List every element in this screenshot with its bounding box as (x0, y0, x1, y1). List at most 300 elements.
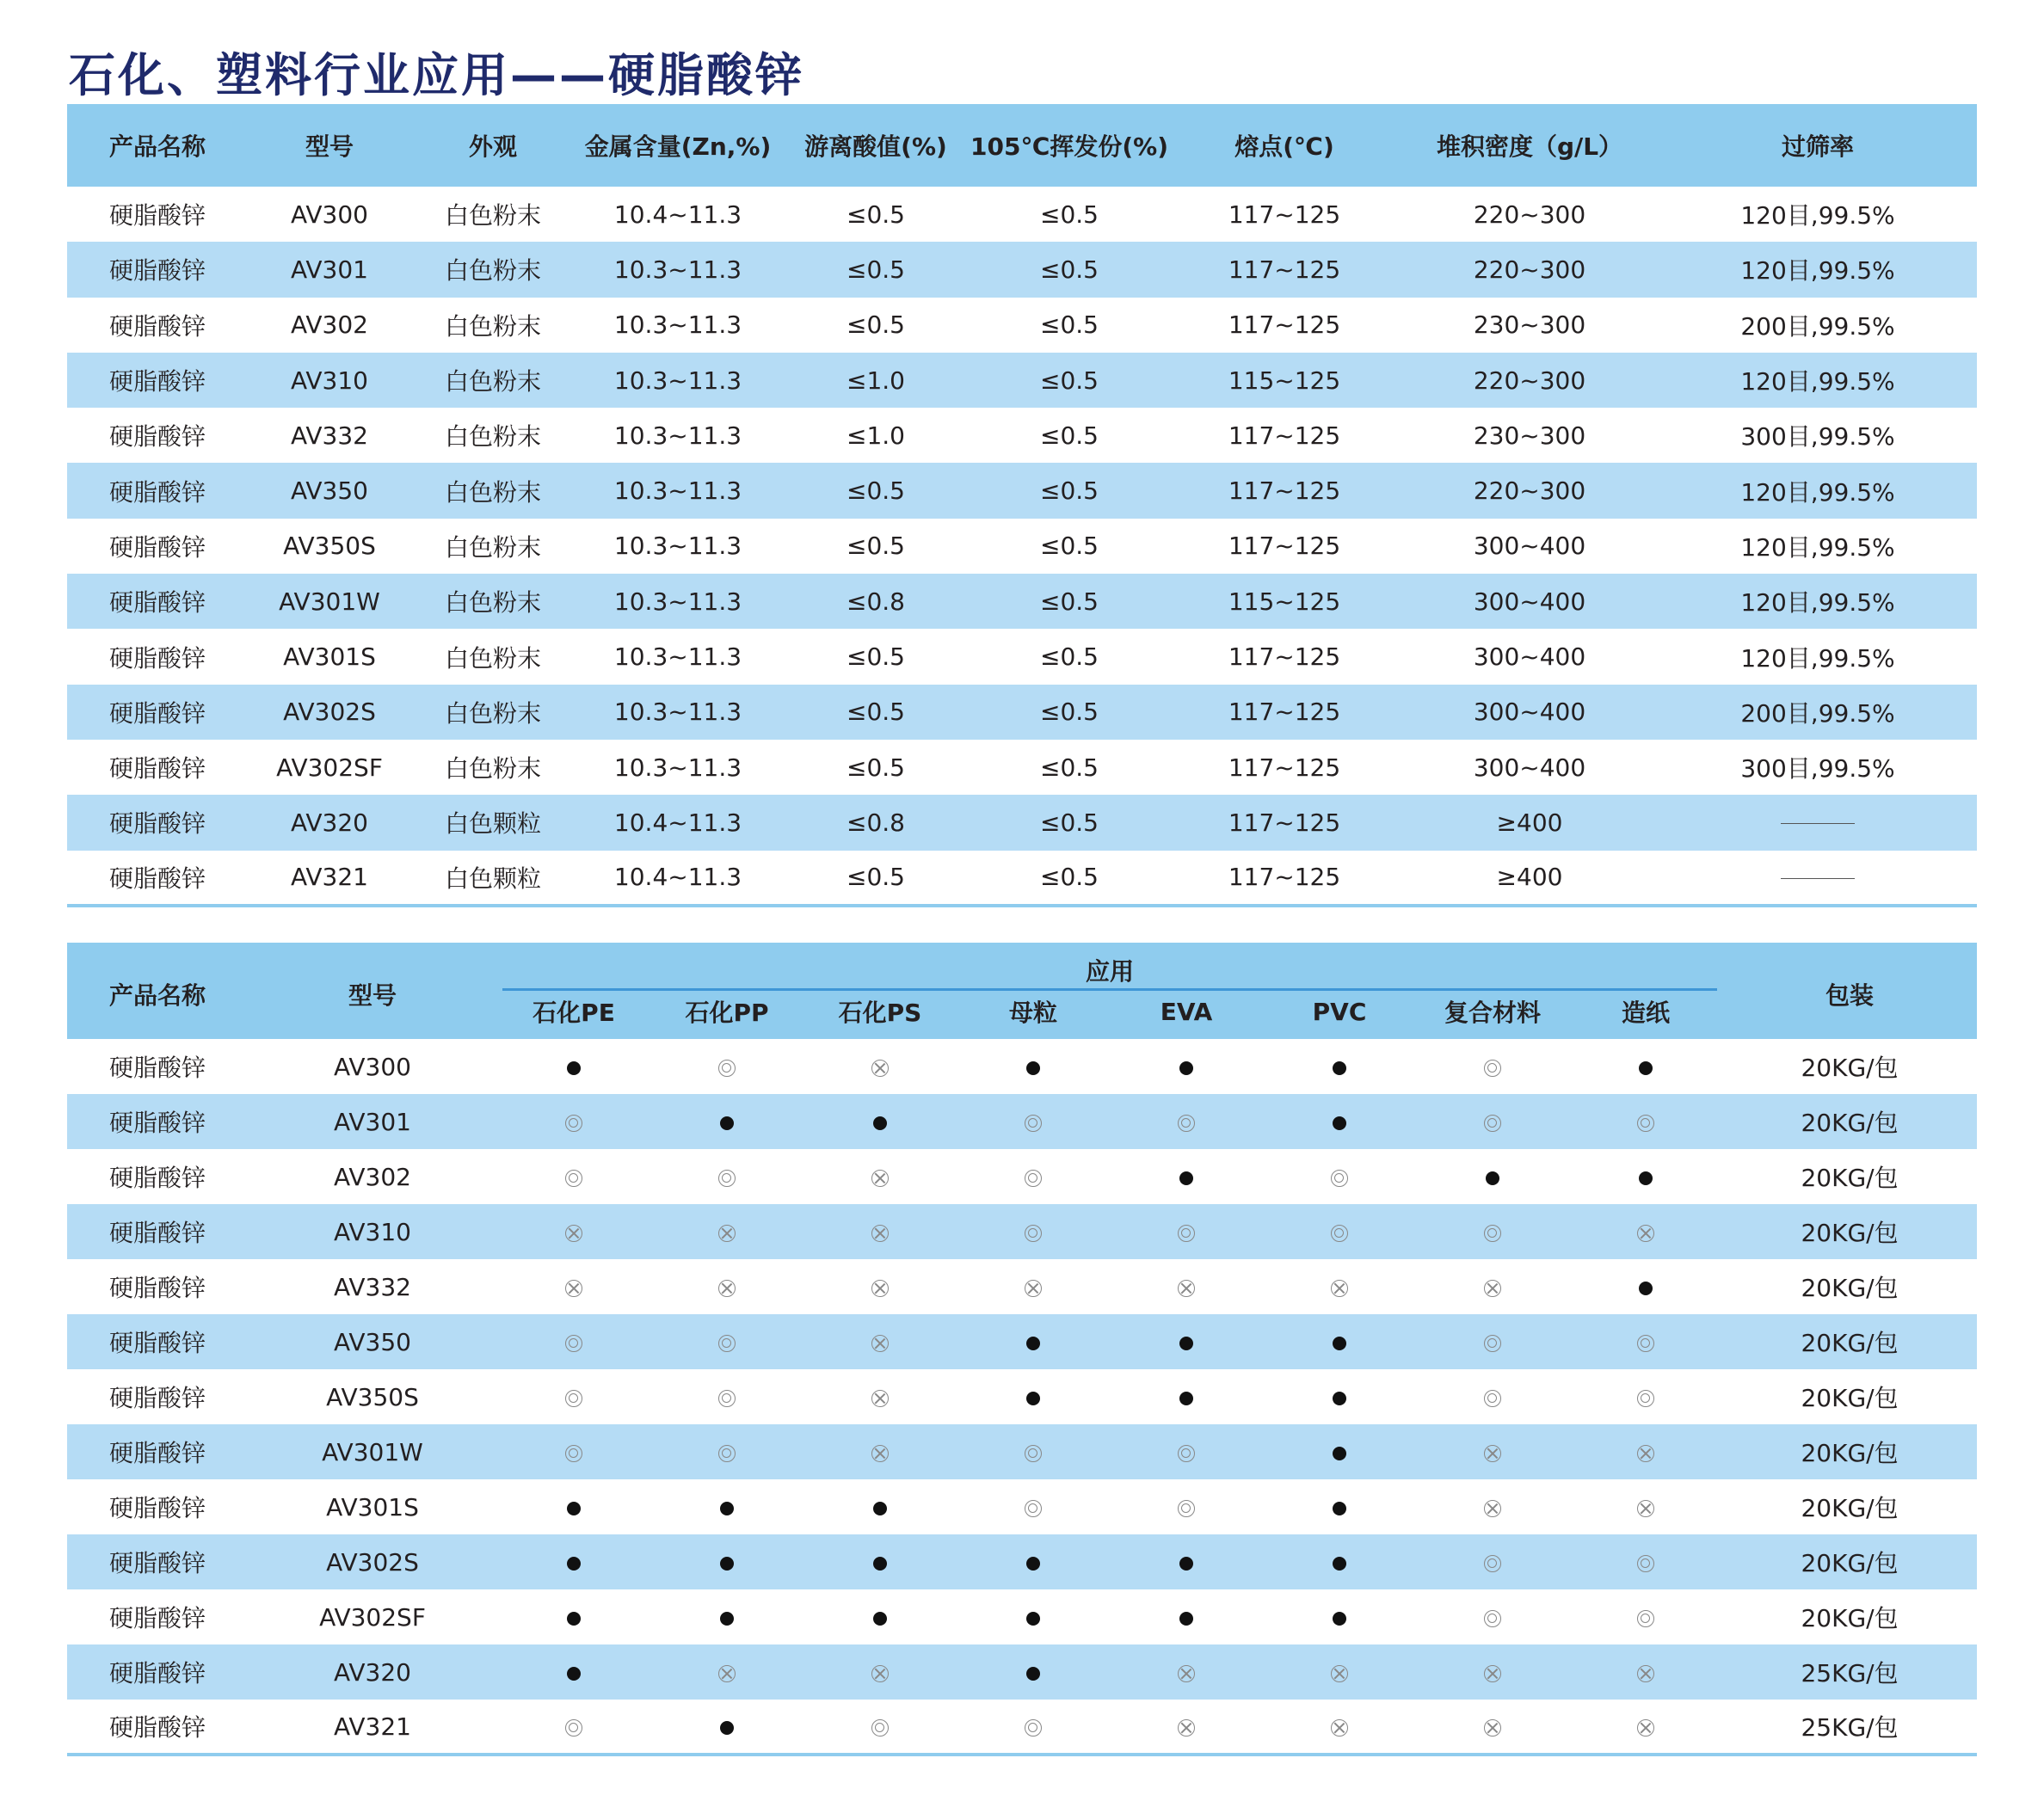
circle-cross-icon (1637, 1665, 1654, 1682)
melting-point-cell: 117~125 (1228, 476, 1341, 506)
app-header-divider (502, 988, 1717, 991)
package-cell: 20KG/包 (1801, 1274, 1899, 1302)
application-cell (650, 1589, 803, 1644)
spec-header-acid: 游离酸值(%) (804, 132, 947, 161)
product-name-cell: 硬脂酸锌 (108, 643, 206, 673)
application-cell (1263, 1700, 1416, 1755)
filled-dot-icon (1486, 1171, 1499, 1185)
filled-dot-icon (1026, 1667, 1040, 1681)
filled-dot-icon (1333, 1116, 1346, 1130)
circle-cross-icon (718, 1665, 736, 1682)
application-cell (1416, 1589, 1569, 1644)
sieve-rate-cell: 120目,99.5% (1740, 643, 1895, 673)
application-cell (1263, 1039, 1416, 1094)
product-name-cell: 硬脂酸锌 (108, 1054, 206, 1082)
package-cell: 20KG/包 (1801, 1604, 1899, 1632)
app-row (67, 1424, 1977, 1479)
filled-dot-icon (873, 1502, 887, 1515)
volatile-cell: ≤0.5 (1040, 698, 1099, 727)
density-cell: 300~400 (1473, 753, 1586, 782)
application-cell (1416, 1039, 1569, 1094)
acid-value-cell: ≤0.5 (847, 476, 905, 506)
appearance-cell: 白色粉末 (444, 422, 541, 452)
product-name-cell: 硬脂酸锌 (108, 754, 206, 784)
application-cell (1416, 1700, 1569, 1755)
double-circle-icon (718, 1335, 736, 1352)
model-cell: AV301W (279, 587, 380, 616)
double-circle-icon (565, 1115, 582, 1132)
double-circle-icon (1637, 1390, 1654, 1407)
app-row (67, 1700, 1977, 1755)
application-table (67, 943, 1977, 1756)
application-cell (957, 1369, 1110, 1424)
application-cell (650, 1314, 803, 1369)
filled-dot-icon (1026, 1337, 1040, 1350)
volatile-cell: ≤0.5 (1040, 587, 1099, 616)
double-circle-icon (1178, 1115, 1195, 1132)
product-name-cell: 硬脂酸锌 (108, 1274, 206, 1302)
application-cell (1263, 1644, 1416, 1700)
double-circle-icon (1025, 1115, 1042, 1132)
acid-value-cell: ≤0.5 (847, 642, 905, 672)
zinc-content-cell: 10.3~11.3 (613, 587, 742, 616)
filled-dot-icon (1179, 1337, 1193, 1350)
density-cell: ≥400 (1496, 808, 1563, 837)
density-cell: ≥400 (1496, 863, 1563, 892)
product-name-cell: 硬脂酸锌 (108, 201, 206, 231)
app-row (67, 1039, 1977, 1094)
sieve-rate-cell (1659, 851, 1977, 906)
application-cell (957, 1149, 1110, 1204)
filled-dot-icon (567, 1061, 581, 1075)
acid-value-cell: ≤0.5 (847, 532, 905, 561)
volatile-cell: ≤0.5 (1040, 421, 1099, 450)
model-cell: AV310 (334, 1217, 411, 1246)
circle-cross-icon (1484, 1445, 1501, 1462)
zinc-content-cell: 10.4~11.3 (613, 200, 742, 229)
model-cell: AV301S (326, 1492, 419, 1521)
application-cell (1110, 1314, 1263, 1369)
double-circle-icon (1025, 1225, 1042, 1242)
density-cell: 220~300 (1473, 476, 1586, 506)
acid-value-cell: ≤1.0 (847, 366, 905, 395)
application-cell (1416, 1314, 1569, 1369)
application-cell (650, 1534, 803, 1589)
package-cell: 20KG/包 (1801, 1384, 1899, 1412)
double-circle-icon (1178, 1445, 1195, 1462)
zinc-content-cell: 10.3~11.3 (613, 310, 742, 340)
package-cell: 20KG/包 (1801, 1439, 1899, 1467)
volatile-cell: ≤0.5 (1040, 366, 1099, 395)
application-cell (803, 1259, 957, 1314)
model-cell: AV350 (291, 476, 368, 506)
zinc-content-cell: 10.3~11.3 (613, 532, 742, 561)
application-cell (1416, 1149, 1569, 1204)
package-cell: 20KG/包 (1801, 1054, 1899, 1082)
spec-row (67, 242, 1977, 297)
package-cell: 20KG/包 (1801, 1109, 1899, 1137)
application-cell (1416, 1094, 1569, 1149)
zinc-content-cell: 10.3~11.3 (613, 476, 742, 506)
double-circle-icon (1637, 1610, 1654, 1627)
model-cell: AV302 (334, 1162, 411, 1191)
double-circle-icon (718, 1170, 736, 1187)
double-circle-icon (1331, 1225, 1348, 1242)
model-cell: AV300 (334, 1052, 411, 1081)
volatile-cell: ≤0.5 (1040, 200, 1099, 229)
spec-row (67, 519, 1977, 574)
model-cell: AV350S (283, 532, 376, 561)
app-row (67, 1149, 1977, 1204)
circle-cross-icon (565, 1280, 582, 1297)
app-header-masterbatch: 母粒 (957, 991, 1110, 1039)
volatile-cell: ≤0.5 (1040, 863, 1099, 892)
filled-dot-icon (720, 1116, 734, 1130)
product-name-cell: 硬脂酸锌 (108, 1219, 206, 1247)
application-cell (1110, 1589, 1263, 1644)
melting-point-cell: 117~125 (1228, 642, 1341, 672)
filled-dot-icon (1026, 1557, 1040, 1571)
application-cell (497, 1534, 650, 1589)
double-circle-icon (565, 1390, 582, 1407)
density-cell: 230~300 (1473, 310, 1586, 340)
double-circle-icon (718, 1445, 736, 1462)
filled-dot-icon (1026, 1612, 1040, 1626)
app-header-ps: 石化PS (803, 991, 957, 1039)
application-cell (1569, 1700, 1722, 1755)
package-cell: 20KG/包 (1801, 1164, 1899, 1192)
double-circle-icon (871, 1719, 889, 1737)
volatile-cell: ≤0.5 (1040, 808, 1099, 837)
application-cell (1110, 1039, 1263, 1094)
spec-row (67, 629, 1977, 684)
model-cell: AV302SF (319, 1602, 426, 1632)
application-cell (803, 1424, 957, 1479)
application-cell (1416, 1644, 1569, 1700)
appearance-cell: 白色粉末 (444, 643, 541, 673)
application-cell (650, 1644, 803, 1700)
circle-cross-icon (1178, 1719, 1195, 1737)
double-circle-icon (1484, 1390, 1501, 1407)
application-cell (1110, 1644, 1263, 1700)
app-header-model: 型号 (248, 943, 497, 1039)
appearance-cell: 白色粉末 (444, 367, 541, 396)
product-name-cell: 硬脂酸锌 (108, 1329, 206, 1357)
model-cell: AV350S (326, 1382, 419, 1411)
filled-dot-icon (1179, 1392, 1193, 1405)
model-cell: AV300 (291, 200, 368, 229)
appearance-cell: 白色粉末 (444, 698, 541, 728)
sieve-rate-cell: 200目,99.5% (1740, 698, 1895, 728)
circle-cross-icon (1331, 1665, 1348, 1682)
application-cell (957, 1534, 1110, 1589)
app-row (67, 1589, 1977, 1644)
product-name-cell: 硬脂酸锌 (108, 698, 206, 728)
app-row (67, 1479, 1977, 1534)
product-name-cell: 硬脂酸锌 (108, 1604, 206, 1632)
app-row (67, 1259, 1977, 1314)
spec-row (67, 298, 1977, 353)
filled-dot-icon (1026, 1061, 1040, 1075)
package-cell: 20KG/包 (1801, 1329, 1899, 1357)
application-cell (1569, 1369, 1722, 1424)
application-cell (497, 1039, 650, 1094)
acid-value-cell: ≤0.5 (847, 200, 905, 229)
app-header-row-top (67, 943, 1977, 991)
filled-dot-icon (567, 1612, 581, 1626)
circle-cross-icon (871, 1280, 889, 1297)
melting-point-cell: 117~125 (1228, 310, 1341, 340)
app-header-eva: EVA (1110, 991, 1263, 1039)
circle-cross-icon (565, 1225, 582, 1242)
circle-cross-icon (1331, 1719, 1348, 1737)
filled-dot-icon (1333, 1392, 1346, 1405)
circle-cross-icon (871, 1665, 889, 1682)
product-name-cell: 硬脂酸锌 (108, 477, 206, 507)
sieve-rate-cell: 120目,99.5% (1740, 588, 1895, 618)
acid-value-cell: ≤1.0 (847, 421, 905, 450)
app-header-pe: 石化PE (497, 991, 650, 1039)
product-name-cell: 硬脂酸锌 (108, 1494, 206, 1522)
application-cell (1263, 1369, 1416, 1424)
application-cell (1110, 1369, 1263, 1424)
appearance-cell: 白色粉末 (444, 477, 541, 507)
volatile-cell: ≤0.5 (1040, 310, 1099, 340)
spec-table (67, 104, 1977, 907)
filled-dot-icon (873, 1612, 887, 1626)
density-cell: 220~300 (1473, 366, 1586, 395)
application-cell (1569, 1149, 1722, 1204)
double-circle-icon (565, 1170, 582, 1187)
product-name-cell: 硬脂酸锌 (108, 1713, 206, 1742)
circle-cross-icon (1637, 1719, 1654, 1737)
application-cell (1110, 1479, 1263, 1534)
product-name-cell: 硬脂酸锌 (108, 1384, 206, 1412)
filled-dot-icon (720, 1612, 734, 1626)
filled-dot-icon (567, 1502, 581, 1515)
circle-cross-icon (1484, 1665, 1501, 1682)
appearance-cell: 白色颗粒 (444, 864, 541, 893)
sieve-rate-cell (1659, 795, 1977, 850)
acid-value-cell: ≤0.5 (847, 310, 905, 340)
filled-dot-icon (1333, 1337, 1346, 1350)
appearance-cell: 白色粉末 (444, 532, 541, 562)
melting-point-cell: 115~125 (1228, 587, 1341, 616)
application-cell (803, 1479, 957, 1534)
product-name-cell: 硬脂酸锌 (108, 809, 206, 839)
application-cell (1263, 1259, 1416, 1314)
application-cell (497, 1094, 650, 1149)
spec-header-name: 产品名称 (108, 132, 206, 161)
appearance-cell: 白色粉末 (444, 201, 541, 231)
application-cell (497, 1589, 650, 1644)
package-cell: 20KG/包 (1801, 1219, 1899, 1247)
application-cell (650, 1700, 803, 1755)
application-cell (1110, 1424, 1263, 1479)
model-cell: AV301 (291, 255, 368, 284)
circle-cross-icon (1484, 1280, 1501, 1297)
volatile-cell: ≤0.5 (1040, 255, 1099, 284)
filled-dot-icon (1639, 1171, 1653, 1185)
circle-cross-icon (1637, 1445, 1654, 1462)
product-name-cell: 硬脂酸锌 (108, 1549, 206, 1577)
spec-row (67, 574, 1977, 629)
spec-row (67, 851, 1977, 906)
spec-row (67, 795, 1977, 850)
page-title: 石化、塑料行业应用——硬脂酸锌 (69, 48, 804, 102)
density-cell: 220~300 (1473, 200, 1586, 229)
application-cell (957, 1039, 1110, 1094)
spec-header-density: 堆积密度（g/L） (1436, 132, 1623, 161)
appearance-cell: 白色粉末 (444, 588, 541, 618)
application-cell (1263, 1314, 1416, 1369)
model-cell: AV301W (322, 1437, 423, 1466)
zinc-content-cell: 10.3~11.3 (613, 753, 742, 782)
spec-row (67, 685, 1977, 740)
spec-header-model: 型号 (305, 132, 354, 161)
double-circle-icon (1484, 1610, 1501, 1627)
application-cell (650, 1204, 803, 1259)
model-cell: AV310 (291, 366, 368, 395)
circle-cross-icon (1637, 1225, 1654, 1242)
acid-value-cell: ≤0.5 (847, 698, 905, 727)
product-name-cell: 硬脂酸锌 (108, 1109, 206, 1137)
application-cell (1263, 1479, 1416, 1534)
zinc-content-cell: 10.4~11.3 (613, 808, 742, 837)
density-cell: 230~300 (1473, 421, 1586, 450)
application-cell (650, 1259, 803, 1314)
double-circle-icon (1025, 1170, 1042, 1187)
application-cell (803, 1369, 957, 1424)
model-cell: AV302S (283, 698, 376, 727)
circle-cross-icon (1637, 1500, 1654, 1517)
application-cell (1569, 1314, 1722, 1369)
package-cell: 25KG/包 (1801, 1713, 1899, 1742)
app-row (67, 1534, 1977, 1589)
double-circle-icon (1637, 1555, 1654, 1572)
sieve-rate-cell: 120目,99.5% (1740, 256, 1895, 286)
acid-value-cell: ≤0.5 (847, 255, 905, 284)
melting-point-cell: 117~125 (1228, 808, 1341, 837)
spec-row (67, 463, 1977, 518)
application-cell (497, 1204, 650, 1259)
circle-cross-icon (718, 1225, 736, 1242)
model-cell: AV332 (291, 421, 368, 450)
application-cell (497, 1259, 650, 1314)
application-cell (803, 1039, 957, 1094)
filled-dot-icon (1026, 1392, 1040, 1405)
spec-header-row (67, 104, 1977, 187)
application-cell (1569, 1479, 1722, 1534)
spec-header-appearance: 外观 (468, 132, 517, 161)
double-circle-icon (1025, 1719, 1042, 1737)
package-cell: 25KG/包 (1801, 1659, 1899, 1687)
application-cell (1263, 1149, 1416, 1204)
app-header-pvc: PVC (1263, 991, 1416, 1039)
filled-dot-icon (567, 1557, 581, 1571)
app-header-package: 包装 (1722, 943, 1977, 1039)
sieve-rate-cell: 300目,99.5% (1740, 422, 1895, 452)
application-cell (957, 1700, 1110, 1755)
spec-header-melting: 熔点(℃) (1234, 132, 1334, 161)
melting-point-cell: 117~125 (1228, 532, 1341, 561)
application-cell (803, 1534, 957, 1589)
application-cell (650, 1039, 803, 1094)
zinc-content-cell: 10.4~11.3 (613, 863, 742, 892)
melting-point-cell: 117~125 (1228, 421, 1341, 450)
application-cell (1110, 1700, 1263, 1755)
application-cell (650, 1094, 803, 1149)
spec-row (67, 187, 1977, 242)
circle-cross-icon (1331, 1280, 1348, 1297)
application-cell (957, 1259, 1110, 1314)
application-cell (1263, 1204, 1416, 1259)
circle-cross-icon (871, 1445, 889, 1462)
application-cell (497, 1314, 650, 1369)
appearance-cell: 白色粉末 (444, 311, 541, 341)
app-row (67, 1369, 1977, 1424)
double-circle-icon (1484, 1555, 1501, 1572)
filled-dot-icon (873, 1557, 887, 1571)
filled-dot-icon (1179, 1557, 1193, 1571)
filled-dot-icon (567, 1667, 581, 1681)
sieve-rate-cell: 120目,99.5% (1740, 201, 1895, 231)
filled-dot-icon (1333, 1061, 1346, 1075)
application-cell (497, 1700, 650, 1755)
application-cell (803, 1589, 957, 1644)
double-circle-icon (1484, 1225, 1501, 1242)
product-name-cell: 硬脂酸锌 (108, 1164, 206, 1192)
density-cell: 300~400 (1473, 532, 1586, 561)
double-circle-icon (1637, 1115, 1654, 1132)
spec-row (67, 408, 1977, 463)
application-cell (957, 1314, 1110, 1369)
volatile-cell: ≤0.5 (1040, 476, 1099, 506)
package-cell: 20KG/包 (1801, 1494, 1899, 1522)
double-circle-icon (1484, 1115, 1501, 1132)
application-cell (803, 1094, 957, 1149)
double-circle-icon (1637, 1335, 1654, 1352)
circle-cross-icon (718, 1280, 736, 1297)
product-name-cell: 硬脂酸锌 (108, 422, 206, 452)
sieve-rate-cell: 120目,99.5% (1740, 532, 1895, 562)
application-cell (497, 1479, 650, 1534)
zinc-content-cell: 10.3~11.3 (613, 421, 742, 450)
filled-dot-icon (1333, 1447, 1346, 1460)
application-cell (1569, 1644, 1722, 1700)
double-circle-icon (1178, 1500, 1195, 1517)
app-header-name: 产品名称 (67, 943, 248, 1039)
density-cell: 300~400 (1473, 642, 1586, 672)
app-row (67, 1094, 1977, 1149)
zinc-content-cell: 10.3~11.3 (613, 698, 742, 727)
density-cell: 300~400 (1473, 587, 1586, 616)
app-header-pp: 石化PP (650, 991, 803, 1039)
filled-dot-icon (1179, 1171, 1193, 1185)
circle-cross-icon (1178, 1280, 1195, 1297)
zinc-content-cell: 10.3~11.3 (613, 366, 742, 395)
application-cell (1569, 1204, 1722, 1259)
circle-cross-icon (1178, 1665, 1195, 1682)
double-circle-icon (1331, 1170, 1348, 1187)
application-cell (957, 1479, 1110, 1534)
application-cell (497, 1149, 650, 1204)
model-cell: AV302SF (276, 753, 383, 782)
appearance-cell: 白色粉末 (444, 256, 541, 286)
spec-header-volatile: 105℃挥发份(%) (970, 132, 1168, 161)
product-name-cell: 硬脂酸锌 (108, 311, 206, 341)
double-circle-icon (718, 1390, 736, 1407)
